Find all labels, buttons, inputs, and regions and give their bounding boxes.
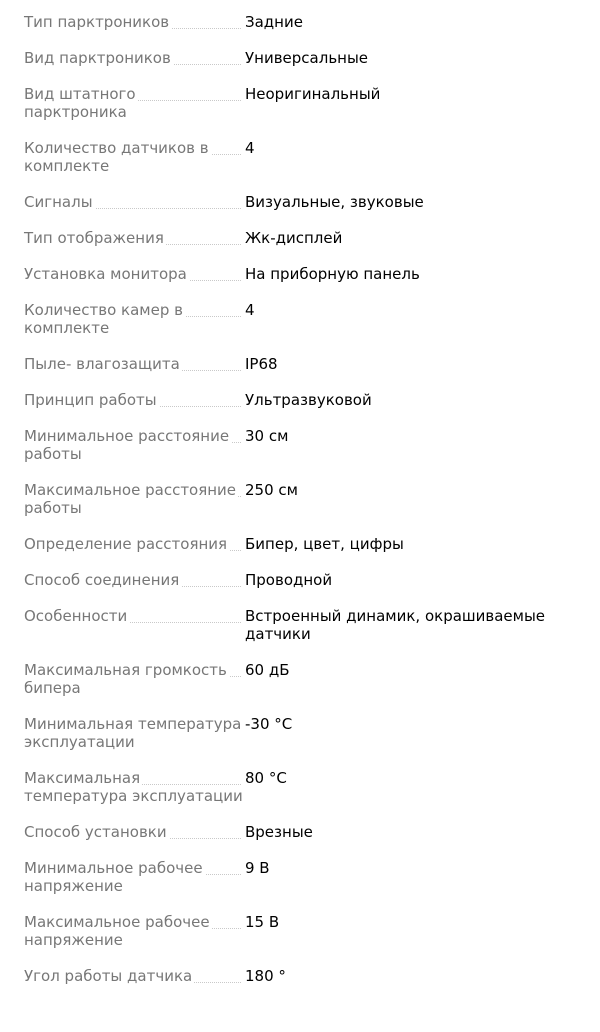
spec-name-label: Количество камер в комплекте xyxy=(24,301,183,337)
spec-value: 250 см xyxy=(245,481,298,499)
spec-row xyxy=(24,391,580,409)
spec-value: Визуальные, звуковые xyxy=(245,193,424,211)
spec-value: На приборную панель xyxy=(245,265,420,283)
spec-name xyxy=(24,859,245,895)
spec-name-label: Тип парктроников xyxy=(24,13,170,31)
spec-name-label: Особенности xyxy=(24,607,128,625)
spec-name xyxy=(24,823,245,841)
spec-value: Неоригинальный xyxy=(245,85,381,103)
spec-row xyxy=(24,193,580,211)
spec-value: Врезные xyxy=(245,823,313,841)
spec-value: 30 см xyxy=(245,427,289,445)
spec-value: Встроенный динамик, окрашиваемые датчики xyxy=(245,607,546,643)
spec-name-label: Максимальное рабочее напряжение xyxy=(24,913,210,949)
spec-name-label: Пыле- влагозащита xyxy=(24,355,180,373)
spec-row xyxy=(24,229,580,247)
spec-value: 4 xyxy=(245,301,255,319)
spec-row xyxy=(24,481,580,517)
spec-row xyxy=(24,535,580,553)
spec-name xyxy=(24,571,245,589)
spec-row xyxy=(24,265,580,283)
spec-name xyxy=(24,535,245,553)
spec-name-label: Способ установки xyxy=(24,823,167,841)
spec-row xyxy=(24,139,580,175)
spec-row xyxy=(24,913,580,949)
spec-name xyxy=(24,913,245,949)
spec-value: 9 В xyxy=(245,859,270,877)
spec-name-label: Максимальная температура эксплуатации xyxy=(24,769,243,805)
spec-name-label: Вид парктроников xyxy=(24,49,171,67)
spec-row xyxy=(24,571,580,589)
spec-name xyxy=(24,967,245,985)
spec-name xyxy=(24,607,245,625)
spec-value: Универсальные xyxy=(245,49,369,67)
spec-row xyxy=(24,49,580,67)
spec-row xyxy=(24,427,580,463)
spec-name xyxy=(24,301,245,337)
spec-name xyxy=(24,139,245,175)
spec-name-label: Определение расстояния xyxy=(24,535,228,553)
spec-name xyxy=(24,769,245,805)
spec-name-label: Минимальное рабочее напряжение xyxy=(24,859,203,895)
spec-value: Жк-дисплей xyxy=(245,229,343,247)
spec-name xyxy=(24,355,245,373)
spec-name xyxy=(24,265,245,283)
spec-name xyxy=(24,661,245,697)
spec-name-label: Минимальная температура эксплуатации xyxy=(24,715,242,751)
spec-value: 180 ° xyxy=(245,967,286,985)
spec-row xyxy=(24,823,580,841)
spec-name-label: Количество датчиков в комплекте xyxy=(24,139,209,175)
spec-name-label: Сигналы xyxy=(24,193,93,211)
spec-value: 80 °C xyxy=(245,769,287,787)
spec-name xyxy=(24,715,245,751)
spec-name-label: Максимальная громкость бипера xyxy=(24,661,227,697)
spec-row xyxy=(24,859,580,895)
spec-name xyxy=(24,13,245,31)
spec-row xyxy=(24,301,580,337)
spec-name-label: Установка монитора xyxy=(24,265,187,283)
spec-name xyxy=(24,229,245,247)
spec-name xyxy=(24,481,245,517)
spec-row xyxy=(24,967,580,985)
spec-value: Проводной xyxy=(245,571,333,589)
spec-name xyxy=(24,391,245,409)
spec-row xyxy=(24,769,580,805)
spec-name-label: Принцип работы xyxy=(24,391,157,409)
spec-value: IP68 xyxy=(245,355,278,373)
spec-row xyxy=(24,715,580,751)
spec-name-label: Способ соединения xyxy=(24,571,180,589)
spec-name xyxy=(24,427,245,463)
spec-value: Бипер, цвет, цифры xyxy=(245,535,404,553)
spec-value: 15 В xyxy=(245,913,280,931)
spec-value: Задние xyxy=(245,13,303,31)
spec-name xyxy=(24,49,245,67)
spec-name xyxy=(24,85,245,121)
spec-value: 4 xyxy=(245,139,255,157)
spec-name-label: Минимальное расстояние работы xyxy=(24,427,230,463)
spec-row xyxy=(24,661,580,697)
spec-value: -30 °C xyxy=(245,715,293,733)
spec-name-label: Вид штатного парктроника xyxy=(24,85,136,121)
spec-name-label: Максимальное расстояние работы xyxy=(24,481,237,517)
spec-name xyxy=(24,193,245,211)
spec-row xyxy=(24,355,580,373)
spec-value: 60 дБ xyxy=(245,661,290,679)
spec-value: Ультразвуковой xyxy=(245,391,372,409)
spec-name-label: Тип отображения xyxy=(24,229,164,247)
spec-row xyxy=(24,607,580,643)
spec-row xyxy=(24,85,580,121)
spec-row xyxy=(24,13,580,31)
spec-name-label: Угол работы датчика xyxy=(24,967,193,985)
